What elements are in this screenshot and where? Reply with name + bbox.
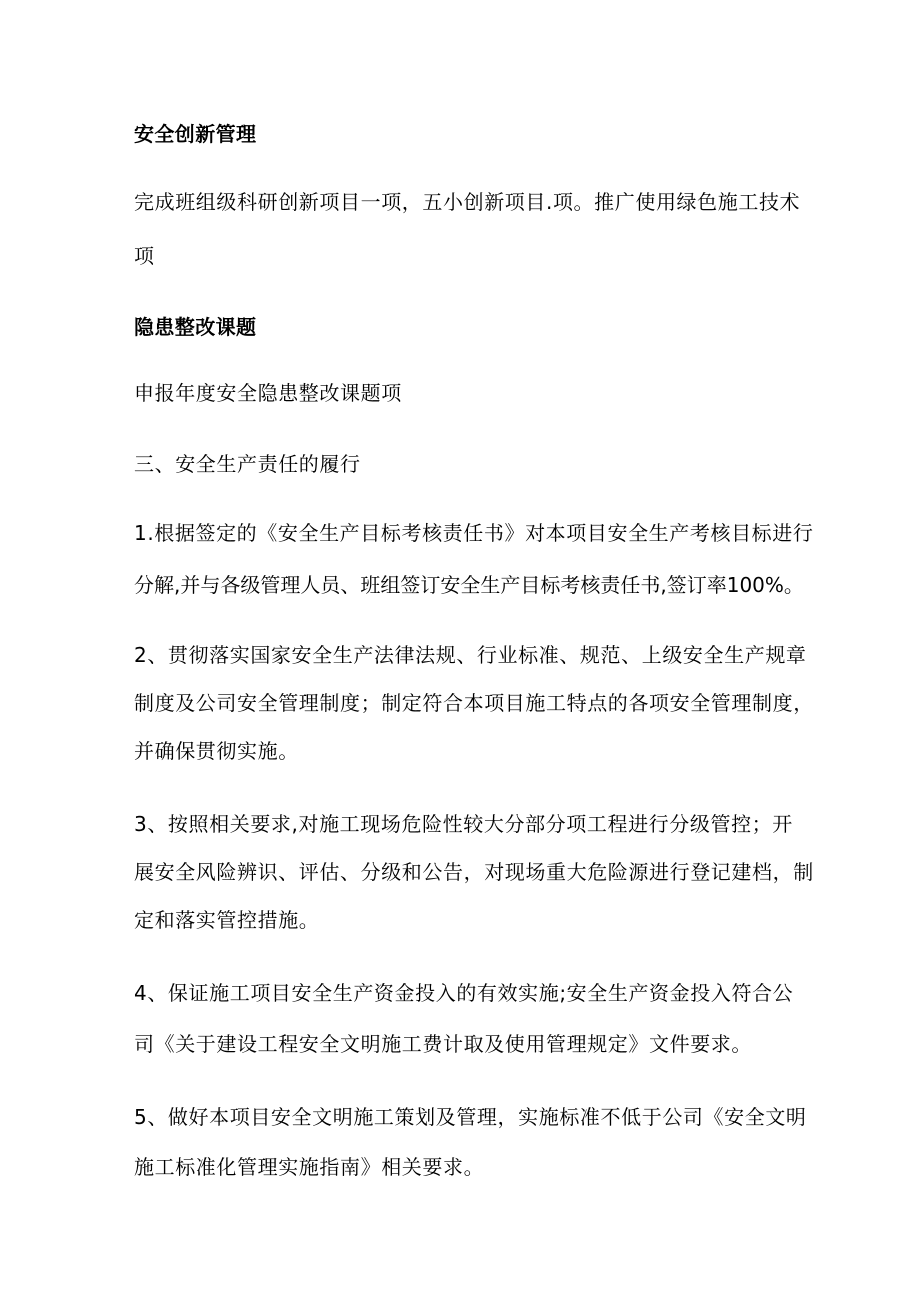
section-heading-hazard: 隐患整改课题 xyxy=(134,315,257,339)
list-item-line: 司《关于建设工程安全文明施工费计取及使用管理规定》文件要求。 xyxy=(134,1032,752,1056)
list-item-line: 展安全风险辨识、评估、分级和公告，对现场重大危险源进行登记建档，制 xyxy=(134,860,814,884)
paragraph-line: 申报年度安全隐患整改课题项 xyxy=(134,381,402,405)
list-item-line: 施工标准化管理实施指南》相关要求。 xyxy=(134,1155,485,1179)
section-heading-innovation: 安全创新管理 xyxy=(134,122,257,146)
paragraph-line: 完成班组级科研创新项目一项，五小创新项目.项。推广使用绿色施工技术 xyxy=(134,190,801,214)
list-item-line: 3、按照相关要求,对施工现场危险性较大分部分项工程进行分级管控；开 xyxy=(134,812,793,836)
list-item-line: 5、做好本项目安全文明施工策划及管理，实施标准不低于公司《安全文明 xyxy=(134,1105,807,1129)
list-item-line: 制度及公司安全管理制度；制定符合本项目施工特点的各项安全管理制度， xyxy=(134,691,814,715)
list-item-line: 4、保证施工项目安全生产资金投入的有效实施;安全生产资金投入符合公 xyxy=(134,981,794,1005)
list-item-line: 2、贯彻落实国家安全生产法律法规、行业标准、规范、上级安全生产规章 xyxy=(134,643,807,667)
list-item-line: 1.根据签定的《安全生产目标考核责任书》对本项目安全生产考核目标进行 xyxy=(134,521,814,545)
list-item-line: 并确保贯彻实施。 xyxy=(134,739,299,763)
section-heading-responsibility: 三、安全生产责任的履行 xyxy=(134,452,361,476)
paragraph-line: 项 xyxy=(134,244,155,268)
list-item-line: 定和落实管控措施。 xyxy=(134,908,320,932)
list-item-line: 分解,并与各级管理人员、班组签订安全生产目标考核责任书,签订率100%。 xyxy=(134,573,804,597)
